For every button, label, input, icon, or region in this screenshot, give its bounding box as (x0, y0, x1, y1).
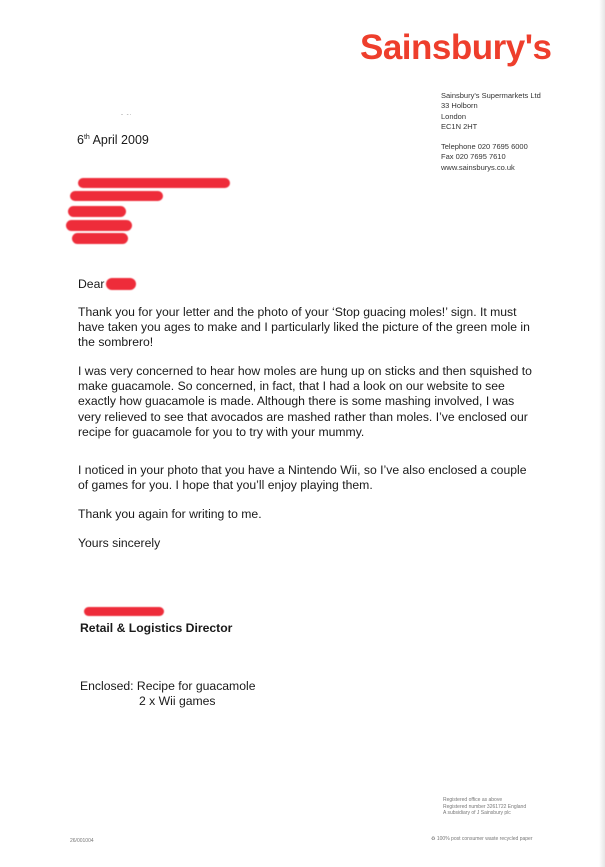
redacted-address-line (68, 206, 126, 217)
paragraph-guacamole: I was very concerned to hear how moles are hung up on sticks and then squished to make guacamole. So concerned, in fact, that I had a look on our website to see exactly how guacamole is made. Although there is some mashing involved, I was very relieved to see that avocados are mashed rather than moles. I’ve enclosed our recipe for guacamole for you to try with your mummy. (78, 364, 532, 439)
closing: Yours sincerely (78, 536, 161, 550)
date-suffix: th (83, 133, 90, 141)
recycled-paper-note (431, 836, 532, 842)
registered-line: A subsidiary of J Sainsbury plc (443, 810, 511, 817)
registered-office-footer (443, 797, 526, 817)
paragraph-wii-games: I noticed in your photo that you have a Nintendo Wii, so I’ve also enclosed a couple of games for you. I hope that you’ll enjoy playing them. (78, 463, 527, 493)
registered-line: Registered office as above (443, 797, 503, 803)
paragraph-thank-you-again: Thank you again for writing to me. (78, 507, 262, 521)
enclosures-block (80, 679, 255, 709)
redacted-recipient-first-name (106, 278, 136, 290)
recycle-icon: ♻ (431, 836, 436, 842)
salutation (78, 277, 104, 291)
registered-line: Registered number 3261722 England (443, 803, 527, 810)
enclosures-label: Enclosed: (80, 679, 134, 693)
telephone-number: Telephone 020 7695 6000 (441, 142, 528, 152)
website: www.sainsburys.co.uk (441, 162, 515, 172)
date-month-year: April 2009 (89, 133, 149, 147)
enclosure-item: Recipe for guacamole (136, 679, 256, 693)
date-day: 6 (77, 133, 84, 147)
redacted-address-line (70, 191, 163, 201)
letter-date (77, 133, 149, 147)
stray-mark: - -· (121, 112, 133, 118)
enclosure-item: 2 x Wii games (139, 694, 216, 708)
redacted-recipient-name (78, 178, 230, 188)
paragraph-thanks: Thank you for your letter and the photo of your ‘Stop guacing moles!’ sign. It must have taken you ages to make and I particularly liked the picture of the green mole in the sombrero! (78, 305, 530, 350)
fax-number: Fax 020 7695 7610 (441, 152, 506, 162)
sender-address-block (441, 91, 541, 173)
postcode: EC1N 2HT (441, 121, 478, 131)
recycled-text: 100% post consumer waste recycled paper (436, 836, 533, 842)
page-edge-shadow (599, 0, 605, 867)
sainsburys-logo: Sainsbury's (360, 28, 552, 67)
redacted-address-line (66, 220, 132, 231)
redacted-signatory-name (84, 607, 164, 616)
document-reference: 26/001004 (70, 838, 94, 844)
company-name: Sainsbury's Supermarkets Ltd (441, 91, 541, 100)
salutation-text: Dear (78, 277, 105, 291)
signatory-title: Retail & Logistics Director (80, 621, 233, 635)
redacted-postcode (72, 233, 128, 244)
address-line: London (441, 111, 467, 121)
address-line: 33 Holborn (441, 101, 478, 111)
